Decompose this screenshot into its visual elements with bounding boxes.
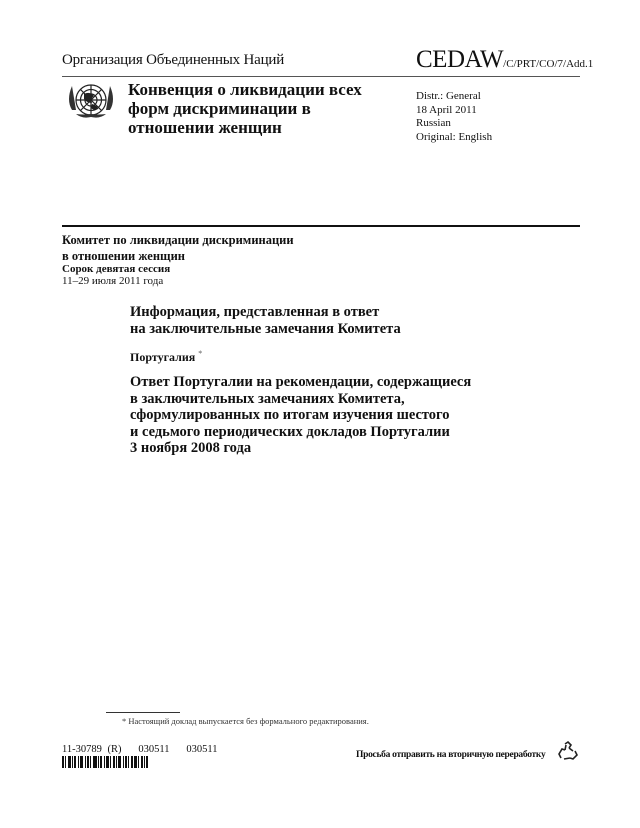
information-title-line: на заключительные замечания Комитета xyxy=(130,321,401,337)
document-symbol xyxy=(416,46,593,74)
organization-name: Организация Объединенных Наций xyxy=(62,52,285,68)
reply-title-line: сформулированных по итогам изучения шестого xyxy=(130,407,450,423)
original-language: Original: English xyxy=(416,130,493,143)
footnote xyxy=(122,716,369,726)
reply-title-line: и седьмого периодических докладов Португалии xyxy=(130,423,450,440)
distribution-info xyxy=(416,90,492,144)
document-number: 11-30789 (R) 030511 030511 xyxy=(62,744,218,755)
convention-title xyxy=(128,80,362,137)
reply-title-line: Ответ Португалии на рекомендации, содержащиеся xyxy=(130,374,472,390)
convention-title-line: отношении женщин xyxy=(128,118,282,137)
symbol-main: CEDAW xyxy=(416,46,504,73)
session-dates: 11–29 июля 2011 года xyxy=(62,275,164,287)
information-title-line: Информация, представленная в ответ xyxy=(130,304,380,320)
reply-title-line: 3 ноября 2008 года xyxy=(130,440,252,456)
section-divider xyxy=(62,225,580,227)
convention-title-line: форм дискриминации в xyxy=(128,99,311,118)
header-divider xyxy=(62,76,580,77)
reply-title xyxy=(130,374,471,457)
document-language: Russian xyxy=(416,117,451,129)
information-title xyxy=(130,304,401,338)
committee-name xyxy=(62,232,294,264)
committee-name-line: в отношении женщин xyxy=(62,249,185,263)
issue-date: 18 April 2011 xyxy=(416,103,477,116)
barcode-icon xyxy=(62,756,176,768)
distribution-type: Distr.: General xyxy=(416,90,481,102)
footnote-reference: * xyxy=(198,349,203,358)
footnote-marker: * xyxy=(122,716,127,726)
country-heading xyxy=(130,349,202,365)
recycle-note: Просьба отправить на вторичную переработку xyxy=(356,750,546,760)
un-emblem-icon xyxy=(62,80,120,120)
reply-title-line: в заключительных замечаниях Комитета, xyxy=(130,390,405,407)
country-name: Португалия xyxy=(130,350,196,364)
footnote-divider xyxy=(106,712,180,713)
committee-name-line: Комитет по ликвидации дискриминации xyxy=(62,233,294,247)
recycle-icon xyxy=(556,740,580,764)
convention-title-line: Конвенция о ликвидации всех xyxy=(128,80,362,99)
footnote-text: Настоящий доклад выпускается без формального редактирования. xyxy=(128,716,369,726)
symbol-suffix: /C/PRT/CO/7/Add.1 xyxy=(503,58,594,70)
session-name: Сорок девятая сессия xyxy=(62,263,171,275)
